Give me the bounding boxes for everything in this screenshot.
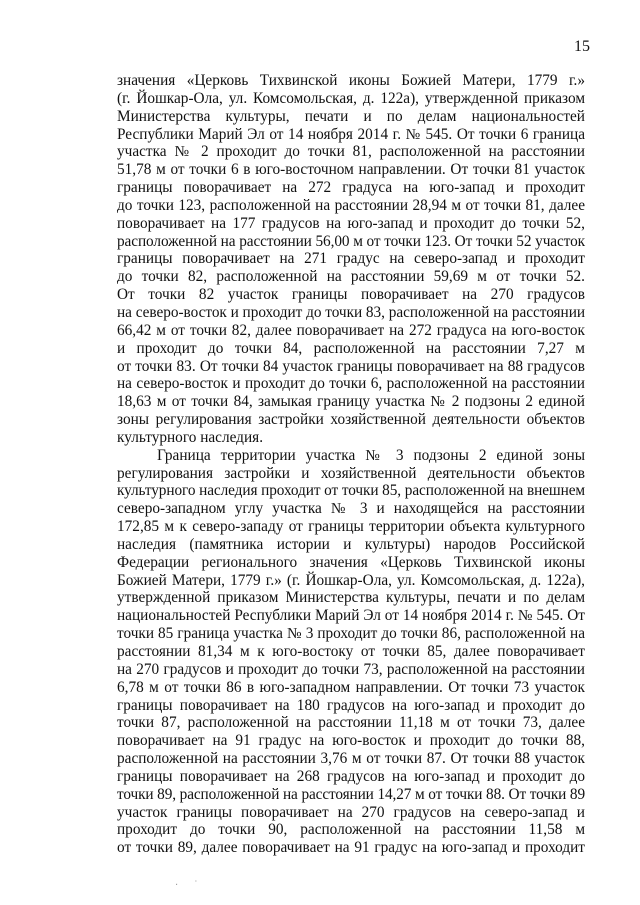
text-line: расстоянии 81,34 м к юго-востоку от точки 85, далее поворачивает <box>117 643 585 660</box>
text-line: границы поворачивает на 180 градусов на юго-запад и проходит до <box>117 696 585 714</box>
text-line: Божией Матери, 1779 г.» (г. Йошкар-Ола, ул. Комсомольская, д. 122а), <box>117 571 585 589</box>
text-line: Граница территории участка № 3 подзоны 2 единой зоны <box>157 446 585 464</box>
text-line: точки 89, расположенной на расстоянии 14,27 м от точки 88. От точки 89 <box>117 785 585 803</box>
text-line: утвержденной приказом Министерства культуры, печати и по делам <box>117 589 585 607</box>
paragraph-2 <box>117 447 585 857</box>
paragraph-1 <box>117 72 585 447</box>
text-line: зоны регулирования застройки хозяйственной деятельности объектов <box>117 411 585 429</box>
text-line: поворачивает на 177 градусов на юго-запад и проходит до точки 52, <box>117 214 585 232</box>
text-line: поворачивает на 91 градус на юго-восток и проходит до точки 88, <box>117 732 585 750</box>
text-line: национальностей Республики Марий Эл от 14 ноября 2014 г. № 545. От <box>117 607 585 625</box>
text-line: регулирования застройки и хозяйственной деятельности объектов <box>117 464 585 482</box>
text-line: 51,78 м от точки 6 в юго-восточном направлении. От точки 81 участок <box>117 161 585 179</box>
text-line: точки 87, расположенной на расстоянии 11,18 м от точки 73, далее <box>117 714 585 732</box>
text-line: расположенной на расстоянии 3,76 м от точки 87. От точки 88 участок <box>117 750 585 768</box>
text-line: 172,85 м к северо-западу от границы территории объекта культурного <box>117 518 585 536</box>
text-line: наследия (памятника истории и культуры) народов Российской <box>117 535 585 553</box>
text-line: культурного наследия. <box>117 428 264 446</box>
text-line: 66,42 м от точки 82, далее поворачивает на 272 градуса на юго-восток <box>117 321 585 339</box>
text-line: Министерства культуры, печати и по делам национальностей <box>117 107 585 125</box>
text-line: (г. Йошкар-Ола, ул. Комсомольская, д. 122а), утвержденной приказом <box>117 89 585 107</box>
text-line: расположенной на расстоянии 56,00 м от точки 123. От точки 52 участок <box>117 232 585 250</box>
text-line: От точки 82 участок границы поворачивает на 270 градусов <box>117 286 585 304</box>
page-number: 15 <box>574 38 590 55</box>
text-line: Федерации регионального значения «Церковь Тихвинской иконы <box>117 553 585 571</box>
scan-artifact: · ˙ <box>175 880 205 891</box>
text-line: участок границы поворачивает на 270 градусов на северо-запад и <box>117 803 585 821</box>
text-line: до точки 123, расположенной на расстоянии 28,94 м от точки 81, далее <box>117 196 585 214</box>
text-line: на 270 градусов и проходит до точки 73, расположенной на расстоянии <box>117 660 585 678</box>
text-line: границы поворачивает на 272 градуса на юго-запад и проходит <box>117 179 585 197</box>
text-line: культурного наследия проходит от точки 85, расположенной на внешнем <box>117 482 585 500</box>
text-line: и проходит до точки 84, расположенной на расстоянии 7,27 м <box>117 339 585 357</box>
text-line: значения «Церковь Тихвинской иконы Божией Матери, 1779 г.» <box>117 72 585 89</box>
text-line: границы поворачивает на 268 градусов на юго-запад и проходит до <box>117 767 585 785</box>
text-line: от точки 83. От точки 84 участок границы поворачивает на 88 градусов <box>117 357 585 375</box>
text-line: участка № 2 проходит до точки 81, расположенной на расстоянии <box>117 143 585 161</box>
text-line: на северо-восток и проходит до точки 83, расположенной на расстоянии <box>117 303 585 321</box>
document-body <box>117 72 585 857</box>
text-line: 6,78 м от точки 86 в юго-западном направлении. От точки 73 участок <box>117 678 585 696</box>
text-line: до точки 82, расположенной на расстоянии 59,69 м от точки 52. <box>117 268 585 286</box>
text-line: от точки 89, далее поворачивает на 91 градус на юго-запад и проходит <box>117 839 585 857</box>
text-line: точки 85 граница участка № 3 проходит до точки 86, расположенной на <box>117 625 585 643</box>
text-line: границы поворачивает на 271 градус на северо-запад и проходит <box>117 250 585 268</box>
text-line: проходит до точки 90, расположенной на расстоянии 11,58 м <box>117 821 585 839</box>
text-line: на северо-восток и проходит до точки 6, расположенной на расстоянии <box>117 375 585 393</box>
text-line: 18,63 м от точки 84, замыкая границу участка № 2 подзоны 2 единой <box>117 393 585 411</box>
text-line: Республики Марий Эл от 14 ноября 2014 г. № 545. От точки 6 граница <box>117 125 585 143</box>
text-line: северо-западном углу участка № 3 и находящейся на расстоянии <box>117 500 585 518</box>
